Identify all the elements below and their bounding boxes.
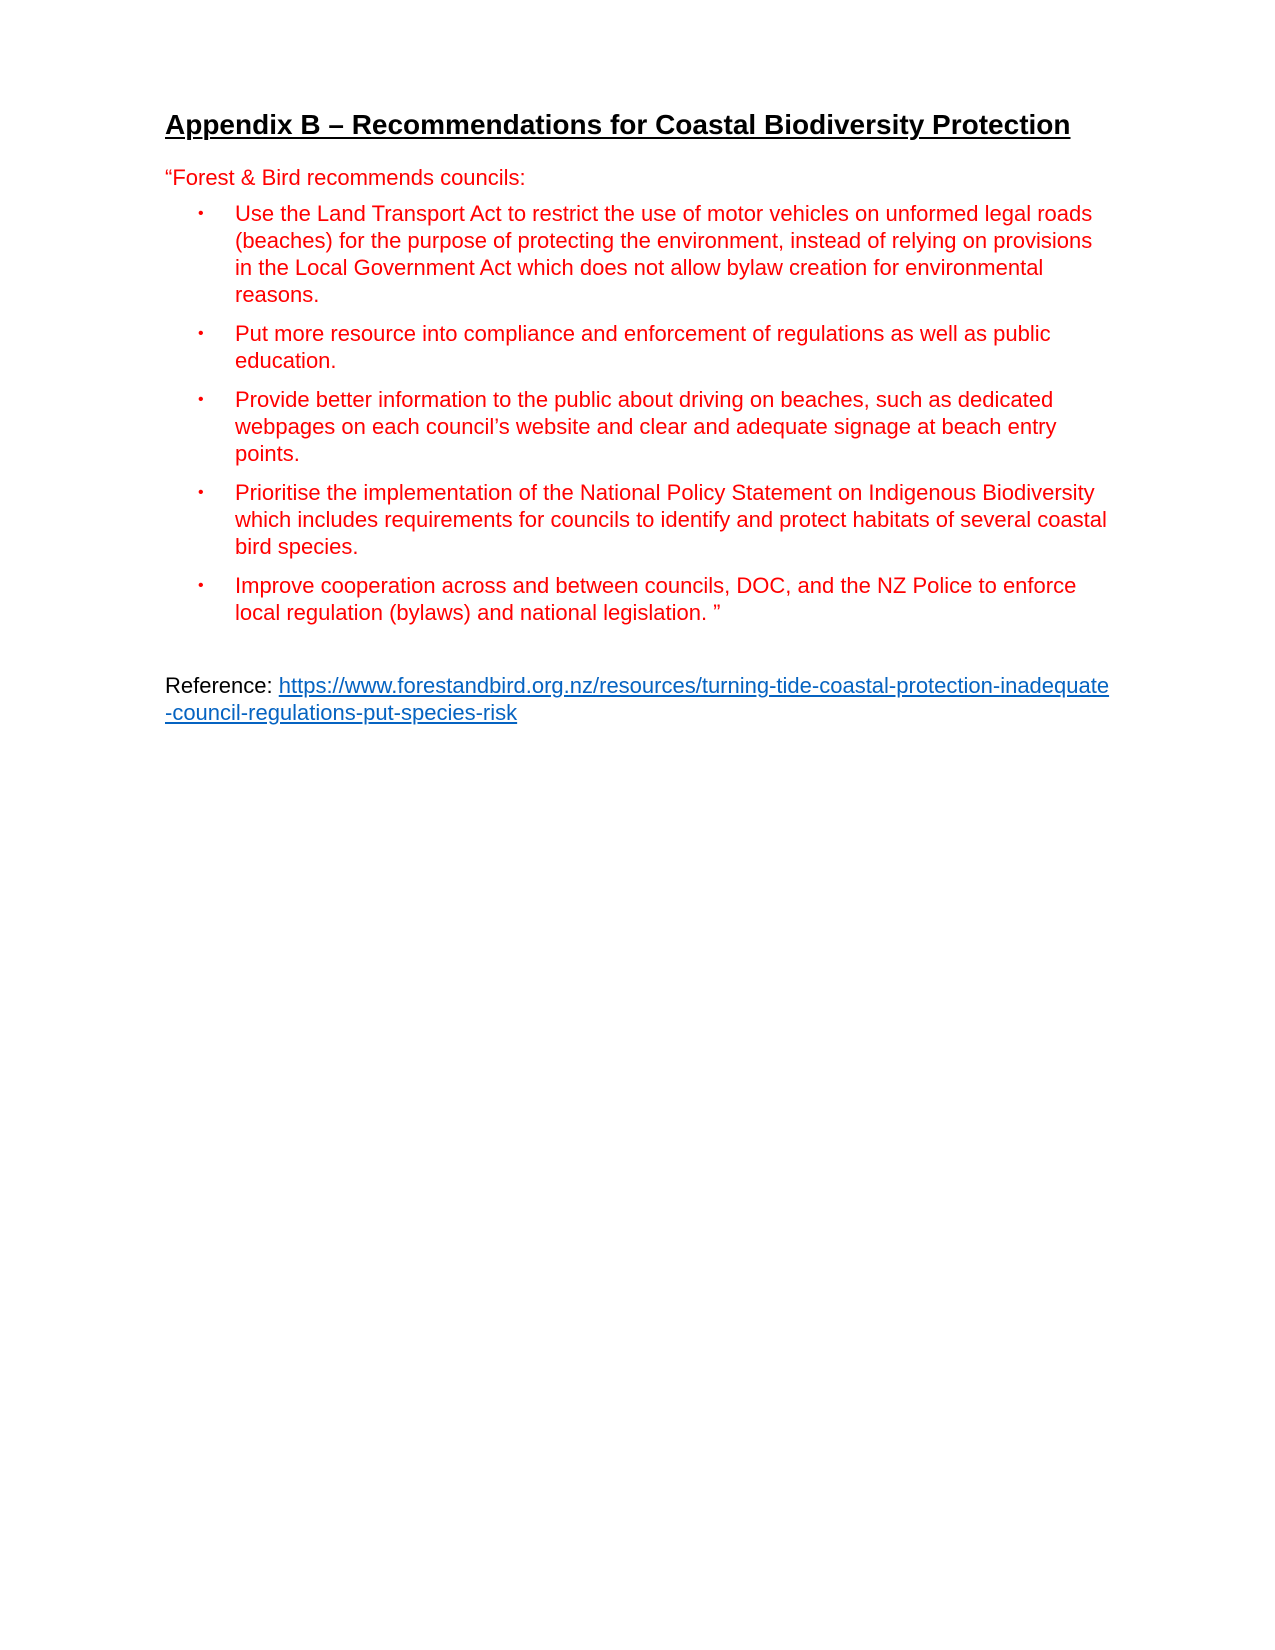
recommendation-item: [165, 320, 1115, 374]
recommendation-text: Prioritise the implementation of the National Policy Statement on Indigenous Biodiversity which includes requirements for councils to identify and protect habitats of several coastal bird species.: [235, 480, 1107, 559]
recommendation-item: [165, 479, 1115, 560]
reference-line: [165, 672, 1115, 726]
appendix-heading: Appendix B – Recommendations for Coastal Biodiversity Protection: [165, 109, 1071, 140]
quote-intro: “Forest & Bird recommends councils:: [165, 165, 526, 190]
document-body: [165, 108, 1115, 726]
recommendation-text: Provide better information to the public about driving on beaches, such as dedicated webpages on each council’s website and clear and adequate signage at beach entry points.: [235, 387, 1057, 466]
recommendation-text: Use the Land Transport Act to restrict the use of motor vehicles on unformed legal roads (beaches) for the purpose of protecting the environment, instead of relying on provisions in the Local Government Act which does not allow bylaw creation for environmental reasons.: [235, 201, 1093, 307]
recommendations-list: [165, 200, 1115, 626]
reference-label: Reference:: [165, 673, 273, 698]
bullet-icon: •: [198, 484, 204, 501]
reference-link[interactable]: https://www.forestandbird.org.nz/resources/turning-tide-coastal-protection-inadequate-council-regulations-put-species-risk: [165, 673, 1110, 725]
recommendation-text: Improve cooperation across and between councils, DOC, and the NZ Police to enforce local regulation (bylaws) and national legislation. ”: [235, 573, 1077, 625]
bullet-icon: •: [198, 205, 204, 222]
bullet-icon: •: [198, 391, 204, 408]
recommendation-item: [165, 200, 1115, 308]
bullet-icon: •: [198, 577, 204, 594]
bullet-icon: •: [198, 325, 204, 342]
recommendation-item: [165, 572, 1115, 626]
recommendation-text: Put more resource into compliance and enforcement of regulations as well as public education.: [235, 321, 1051, 373]
recommendation-item: [165, 386, 1115, 467]
